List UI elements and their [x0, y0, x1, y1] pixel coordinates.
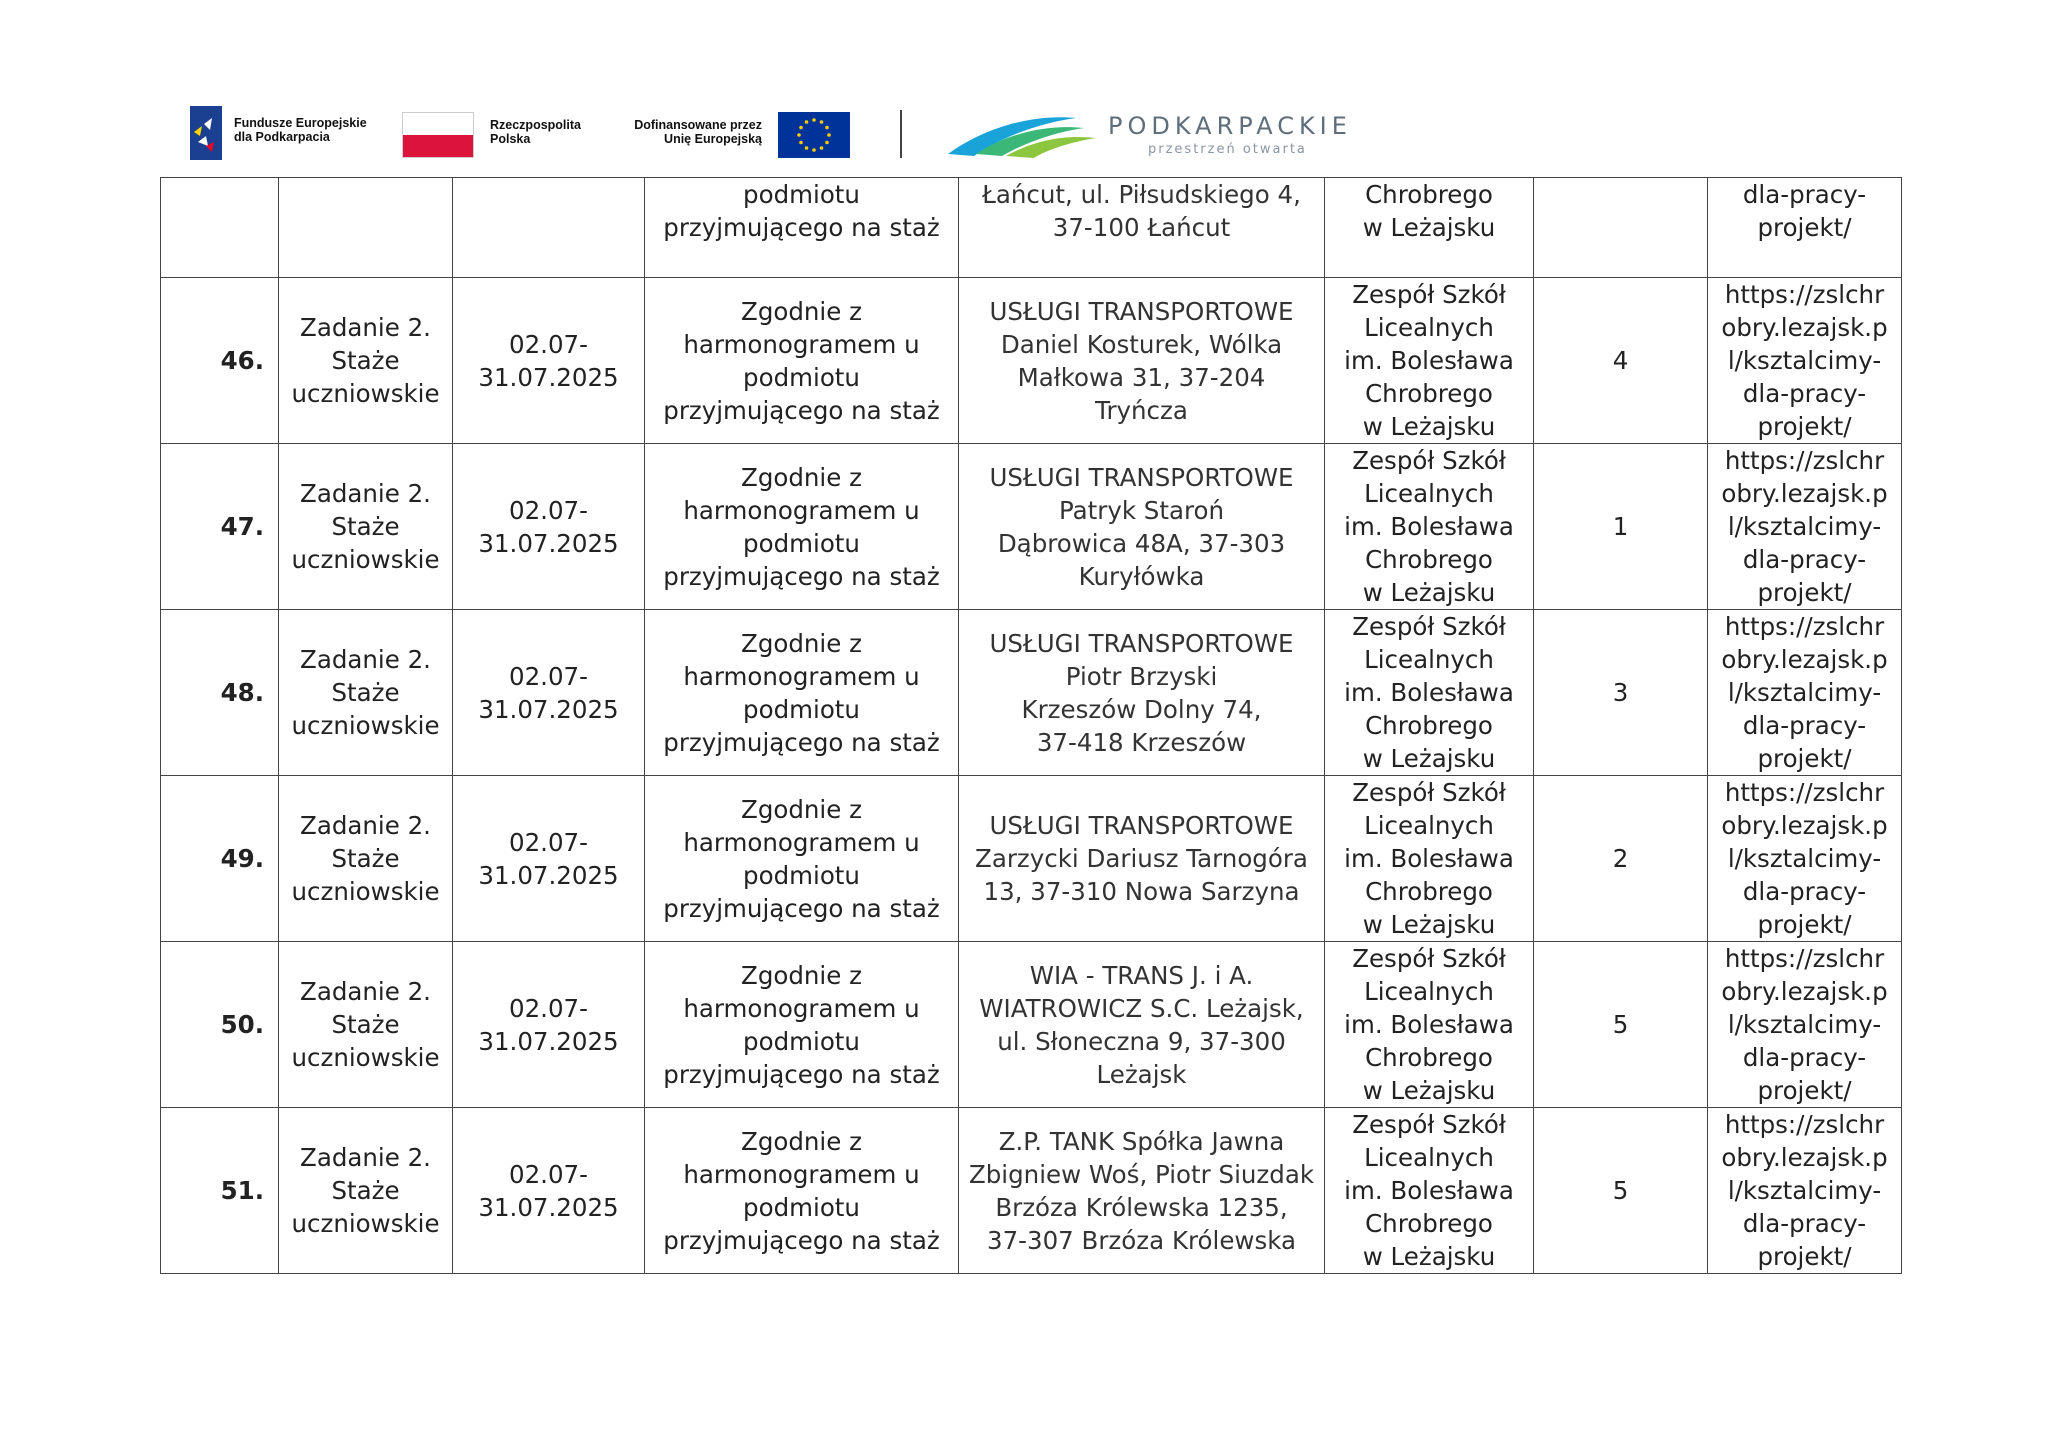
cell-pracodawca: USŁUGI TRANSPORTOWE Daniel Kosturek, Wólka Małkowa 31, 37-204 Tryńcza	[959, 278, 1325, 444]
cell-godziny: Zgodnie z harmonogramem u podmiotu przyjmującego na staż	[645, 942, 959, 1108]
cell-liczba: 1	[1534, 444, 1708, 610]
cell-godziny: Zgodnie z harmonogramem u podmiotu przyjmującego na staż	[645, 610, 959, 776]
cell-link[interactable]: https://zslchr obry.lezajsk.p l/ksztalcimy- dla-pracy- projekt/	[1708, 776, 1902, 942]
podkarpackie-logo-icon	[946, 104, 1106, 160]
cell-termin: 02.07- 31.07.2025	[453, 444, 645, 610]
cell-nr: 49.	[161, 776, 279, 942]
cell-link[interactable]: https://zslchr obry.lezajsk.p l/ksztalcimy- dla-pracy- projekt/	[1708, 1108, 1902, 1274]
table-row	[161, 776, 1902, 942]
cell-zadanie: Zadanie 2. Staże uczniowskie	[279, 942, 453, 1108]
cell-nr: 47.	[161, 444, 279, 610]
cell-zadanie: Zadanie 2. Staże uczniowskie	[279, 610, 453, 776]
cell-link[interactable]: https://zslchr obry.lezajsk.p l/ksztalcimy- dla-pracy- projekt/	[1708, 942, 1902, 1108]
cell-godziny: Zgodnie z harmonogramem u podmiotu przyjmującego na staż	[645, 1108, 959, 1274]
cell-termin	[453, 178, 645, 278]
cell-pracodawca: USŁUGI TRANSPORTOWE Piotr Brzyski Krzeszów Dolny 74, 37-418 Krzeszów	[959, 610, 1325, 776]
cell-szkola: Zespół Szkół Licealnych im. Bolesława Chrobrego w Leżajsku	[1325, 610, 1534, 776]
rzeczpospolita-polska-label: Rzeczpospolita Polska	[490, 118, 581, 146]
cell-godziny: Zgodnie z harmonogramem u podmiotu przyjmującego na staż	[645, 444, 959, 610]
cell-link[interactable]: https://zslchr obry.lezajsk.p l/ksztalcimy- dla-pracy- projekt/	[1708, 444, 1902, 610]
cell-szkola: Zespół Szkół Licealnych im. Bolesława Chrobrego w Leżajsku	[1325, 278, 1534, 444]
dofinansowane-label: Dofinansowane przez Unię Europejską	[634, 118, 762, 146]
cell-godziny: Zgodnie z harmonogramem u podmiotu przyjmującego na staż	[645, 776, 959, 942]
table-row-continued	[161, 178, 1902, 278]
cell-szkola: Zespół Szkół Licealnych im. Bolesława Chrobrego w Leżajsku	[1325, 1108, 1534, 1274]
cell-liczba: 3	[1534, 610, 1708, 776]
table-row	[161, 278, 1902, 444]
cell-nr	[161, 178, 279, 278]
cell-nr: 48.	[161, 610, 279, 776]
cell-godziny: Zgodnie z harmonogramem u podmiotu przyjmującego na staż	[645, 278, 959, 444]
cell-zadanie: Zadanie 2. Staże uczniowskie	[279, 776, 453, 942]
cell-liczba: 5	[1534, 1108, 1708, 1274]
cell-pracodawca: USŁUGI TRANSPORTOWE Zarzycki Dariusz Tarnogóra 13, 37-310 Nowa Sarzyna	[959, 776, 1325, 942]
podkarpackie-subtitle: przestrzeń otwarta	[1148, 142, 1307, 157]
eu-flag-icon	[778, 112, 850, 158]
cell-link[interactable]: https://zslchr obry.lezajsk.p l/ksztalcimy- dla-pracy- projekt/	[1708, 278, 1902, 444]
cell-liczba: 5	[1534, 942, 1708, 1108]
cell-link[interactable]: https://zslchr obry.lezajsk.p l/ksztalcimy- dla-pracy- projekt/	[1708, 610, 1902, 776]
podkarpackie-title: PODKARPACKIE	[1108, 112, 1352, 140]
polish-flag-icon	[402, 112, 474, 158]
logo-separator	[900, 110, 902, 158]
table-row	[161, 1108, 1902, 1274]
cell-pracodawca: Z.P. TANK Spółka Jawna Zbigniew Woś, Piotr Siuzdak Brzóza Królewska 1235, 37-307 Brzóza Królewska	[959, 1108, 1325, 1274]
cell-pracodawca: USŁUGI TRANSPORTOWE Patryk Staroń Dąbrowica 48A, 37-303 Kuryłówka	[959, 444, 1325, 610]
cell-szkola: Zespół Szkół Licealnych im. Bolesława Chrobrego w Leżajsku	[1325, 444, 1534, 610]
table-row	[161, 610, 1902, 776]
cell-pracodawca: WIA - TRANS J. i A. WIATROWICZ S.C. Leżajsk, ul. Słoneczna 9, 37-300 Leżajsk	[959, 942, 1325, 1108]
cell-link: dla-pracy- projekt/	[1708, 178, 1902, 278]
internship-table	[160, 177, 1902, 1274]
table-row	[161, 942, 1902, 1108]
cell-termin: 02.07- 31.07.2025	[453, 776, 645, 942]
cell-szkola: Zespół Szkół Licealnych im. Bolesława Chrobrego w Leżajsku	[1325, 942, 1534, 1108]
cell-godziny: podmiotu przyjmującego na staż	[645, 178, 959, 278]
cell-pracodawca: Łańcut, ul. Piłsudskiego 4, 37-100 Łańcut	[959, 178, 1325, 278]
cell-zadanie	[279, 178, 453, 278]
cell-termin: 02.07- 31.07.2025	[453, 1108, 645, 1274]
cell-termin: 02.07- 31.07.2025	[453, 610, 645, 776]
cell-zadanie: Zadanie 2. Staże uczniowskie	[279, 278, 453, 444]
cell-termin: 02.07- 31.07.2025	[453, 278, 645, 444]
cell-liczba: 4	[1534, 278, 1708, 444]
fundusze-europejskie-label: Fundusze Europejskie dla Podkarpacia	[234, 116, 367, 144]
cell-nr: 46.	[161, 278, 279, 444]
cell-liczba	[1534, 178, 1708, 278]
cell-nr: 51.	[161, 1108, 279, 1274]
cell-liczba: 2	[1534, 776, 1708, 942]
table-body	[161, 178, 1902, 1274]
cell-szkola: Chrobrego w Leżajsku	[1325, 178, 1534, 278]
logo-bar	[188, 100, 1368, 166]
cell-zadanie: Zadanie 2. Staże uczniowskie	[279, 444, 453, 610]
cell-nr: 50.	[161, 942, 279, 1108]
table-row	[161, 444, 1902, 610]
cell-zadanie: Zadanie 2. Staże uczniowskie	[279, 1108, 453, 1274]
cell-termin: 02.07- 31.07.2025	[453, 942, 645, 1108]
fundusze-europejskie-logo-icon	[188, 102, 224, 164]
cell-szkola: Zespół Szkół Licealnych im. Bolesława Chrobrego w Leżajsku	[1325, 776, 1534, 942]
